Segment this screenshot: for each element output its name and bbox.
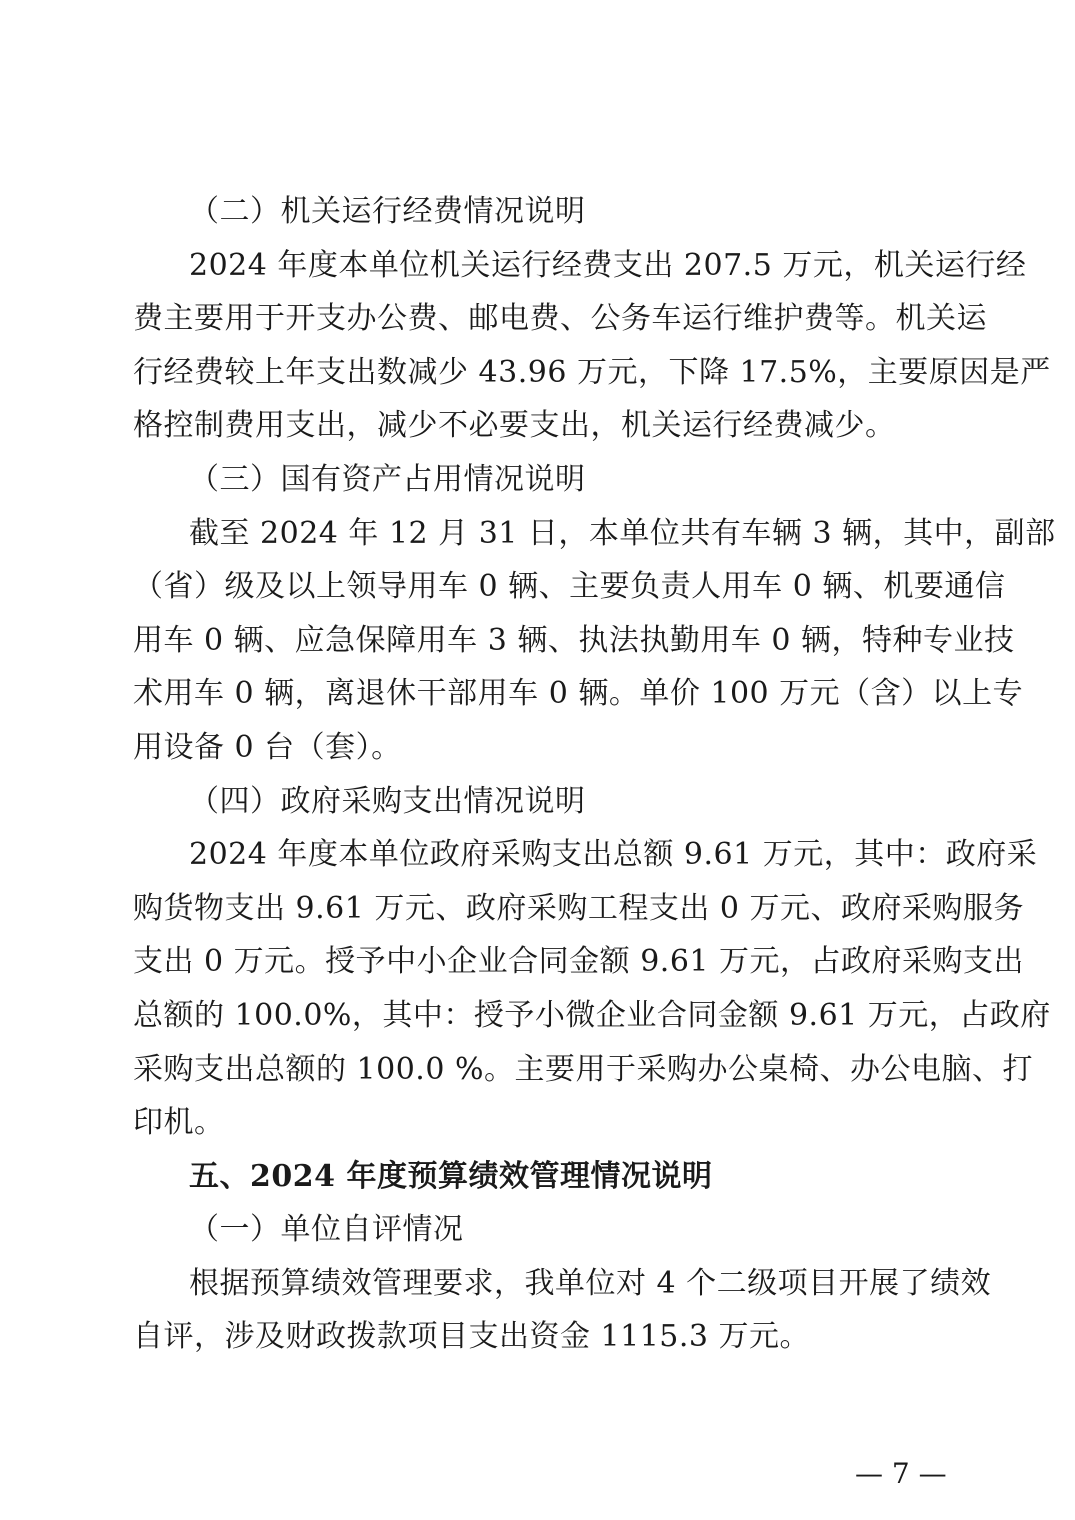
paragraph-line: 用车 0 辆、应急保障用车 3 辆、执法执勤用车 0 辆，特种专业技 [133,622,1015,658]
paragraph-line: 总额的 100.0%，其中：授予小微企业合同金额 9.61 万元，占政府 [133,997,1051,1033]
paragraph-line: （省）级及以上领导用车 0 辆、主要负责人用车 0 辆、机要通信 [133,569,1006,605]
paragraph-line: 自评，涉及财政拨款项目支出资金 1115.3 万元。 [133,1319,811,1355]
paragraph-line: 2024 年度本单位机关运行经费支出 207.5 万元，机关运行经 [189,247,1027,283]
paragraph-line: 费主要用于开支办公费、邮电费、公务车运行维护费等。机关运 [133,301,987,337]
paragraph-line: 术用车 0 辆，离退休干部用车 0 辆。单价 100 万元（含）以上专 [133,676,1024,712]
document-page [133,185,1056,1364]
paragraph-line: 格控制费用支出，减少不必要支出，机关运行经费减少。 [133,408,896,444]
paragraph-line: 印机。 [133,1105,225,1141]
paragraph-line: 采购支出总额的 100.0 %。主要用于采购办公桌椅、办公电脑、打 [133,1051,1033,1087]
section-heading: （四）政府采购支出情况说明 [189,783,586,819]
paragraph-line: 根据预算绩效管理要求，我单位对 4 个二级项目开展了绩效 [189,1265,992,1301]
section-heading: （一）单位自评情况 [189,1212,464,1248]
section-heading: （二）机关运行经费情况说明 [189,194,586,229]
paragraph-line: 行经费较上年支出数减少 43.96 万元，下降 17.5%，主要原因是严 [133,354,1051,390]
paragraph-line: 2024 年度本单位政府采购支出总额 9.61 万元，其中：政府采 [189,837,1038,873]
paragraph-line: 截至 2024 年 12 月 31 日，本单位共有车辆 3 辆，其中，副部 [189,515,1056,551]
paragraph-line: 用设备 0 台（套）。 [133,729,402,765]
chapter-title: 五、2024 年度预算绩效管理情况说明 [189,1158,713,1194]
section-heading: （三）国有资产占用情况说明 [189,461,586,497]
paragraph-line: 购货物支出 9.61 万元、政府采购工程支出 0 万元、政府采购服务 [133,890,1025,926]
paragraph-line: 支出 0 万元。授予中小企业合同金额 9.61 万元，占政府采购支出 [133,944,1025,980]
page-number: — 7 — [855,1457,947,1490]
